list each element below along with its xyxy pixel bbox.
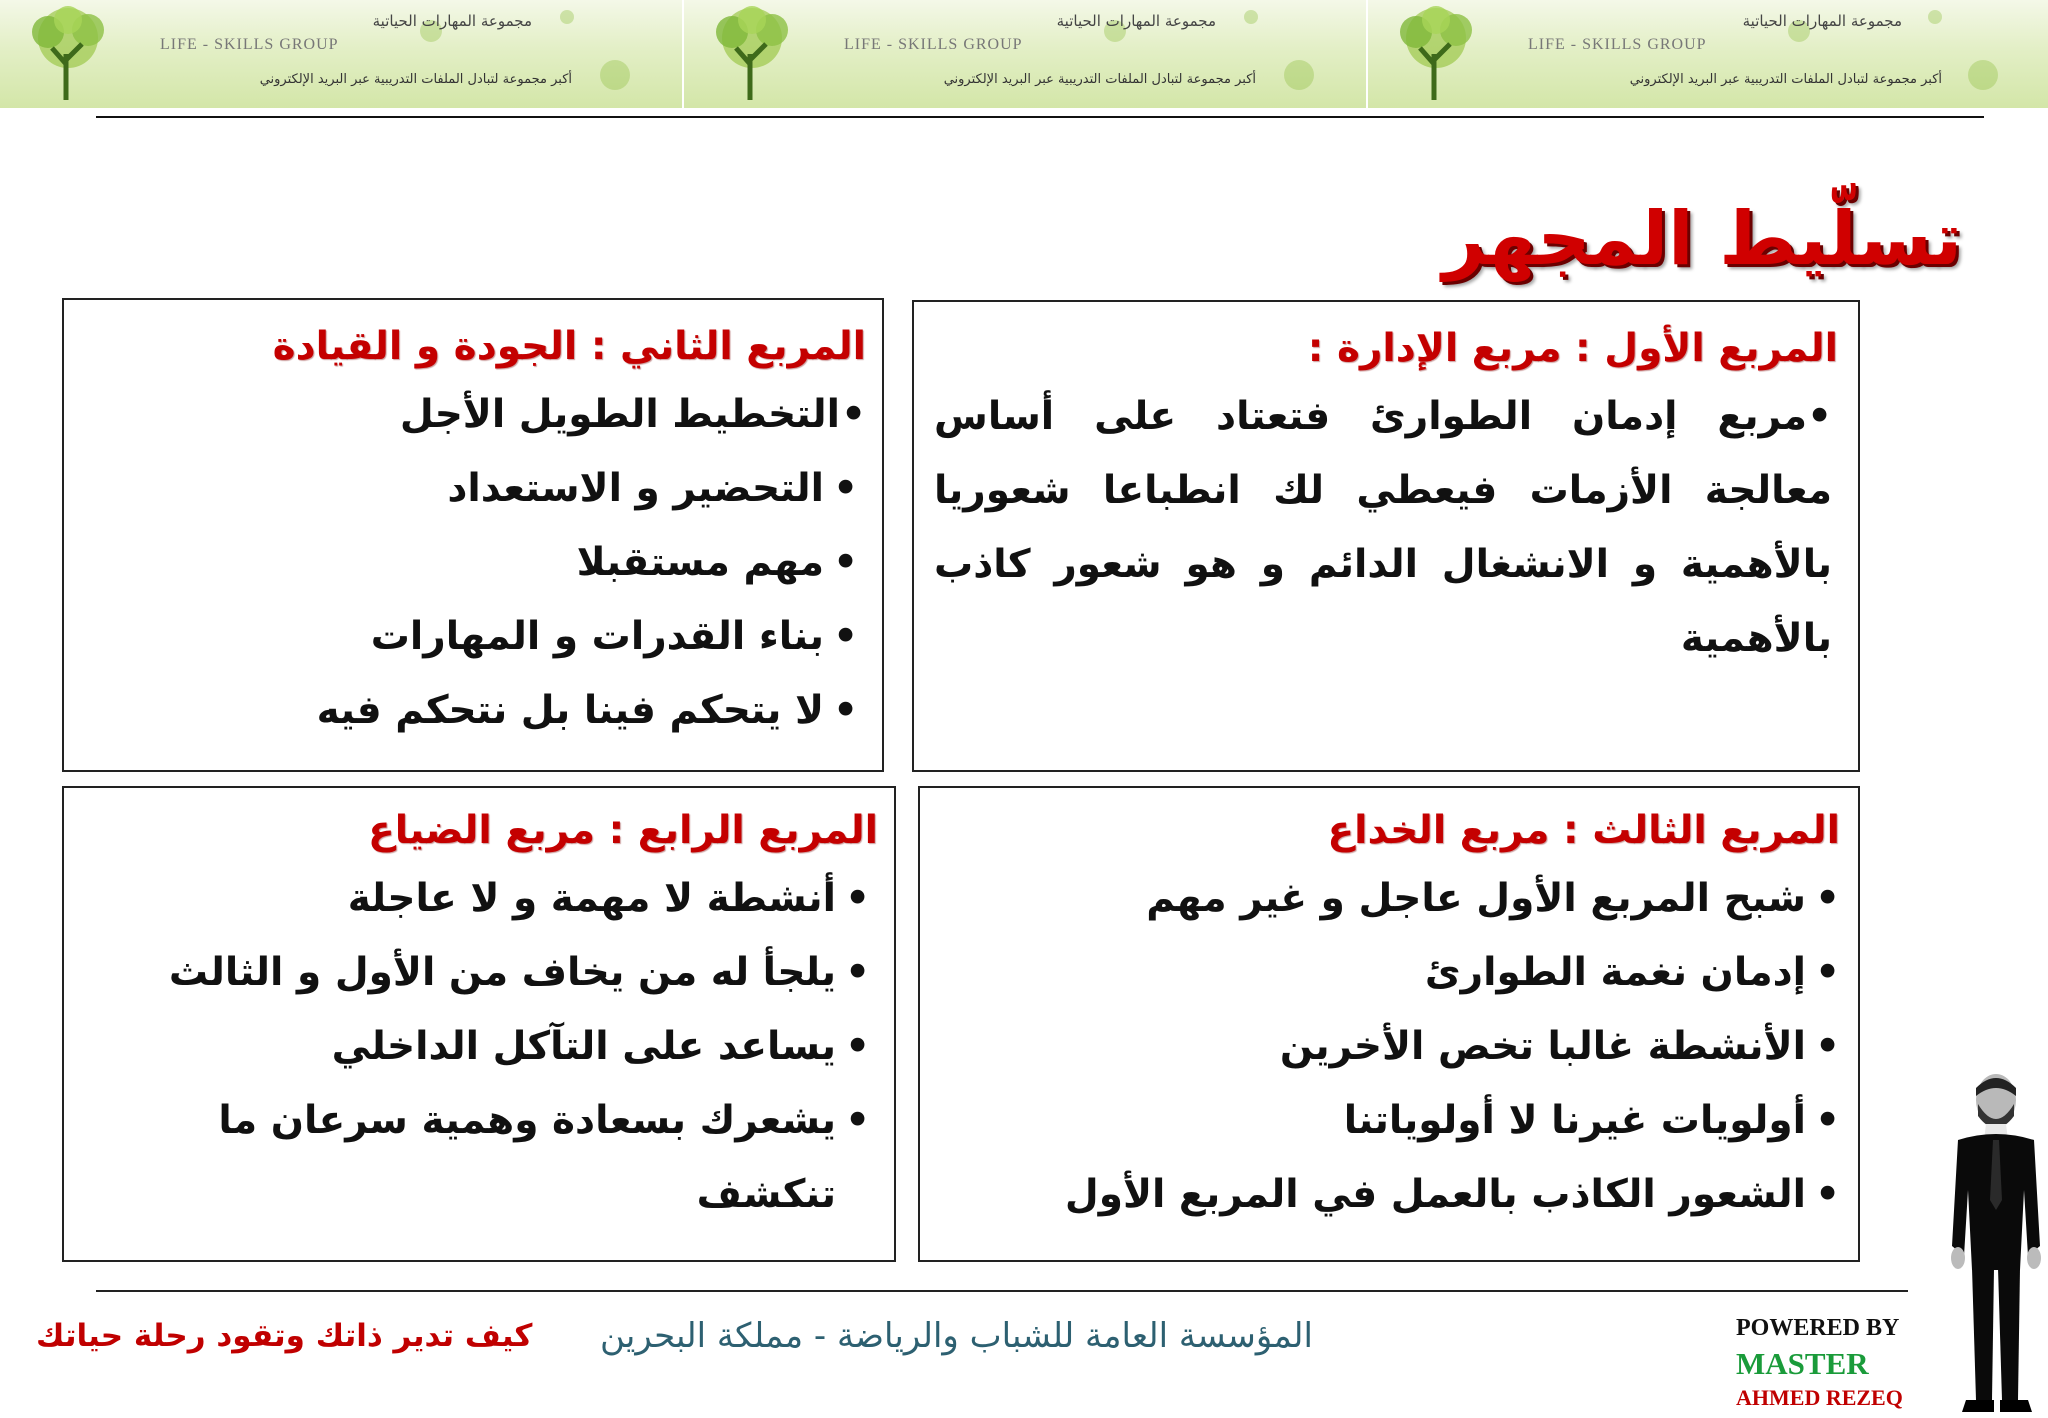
slide-title: تسلّيط المجهر [1442,196,1962,282]
powered-by-block [1736,1316,1903,1409]
presenter-figure-icon [1936,1070,2048,1418]
list-item: • لا يتحكم فينا بل نتحكم فيه [80,674,866,748]
quadrant-first-heading: المربع الأول : مربع الإدارة : [1307,326,1838,371]
quadrant-third-list [938,862,1840,1232]
banner-title-en: LIFE - SKILLS GROUP [160,36,339,53]
banner-tile [684,0,1368,108]
footer-organization: المؤسسة العامة للشباب والرياضة - مملكة البحرين [600,1316,1313,1356]
tree-logo-icon [692,4,812,104]
banner-tile [1368,0,2048,108]
footer-divider [96,1290,1908,1292]
list-item: • التخطيط الطويل الأجل [80,378,866,452]
banner-tile [0,0,684,108]
banner-title-en: LIFE - SKILLS GROUP [844,36,1023,53]
list-item: • يشعرك بسعادة وهمية سرعان ما تنكشف [80,1084,878,1232]
header-divider [96,116,1984,118]
list-item: • أولويات غيرنا لا أولوياتنا [938,1084,1840,1158]
list-item: • يساعد على التآكل الداخلي [80,1010,878,1084]
banner-title-en: LIFE - SKILLS GROUP [1528,36,1707,53]
quadrant-second-list [80,378,866,748]
banner-subtitle: أكبر مجموعة لتبادل الملفات التدريبية عبر البريد الإلكتروني [943,72,1256,87]
banner-title-ar: مجموعة المهارات الحياتية [1056,12,1216,30]
quadrant-second [62,298,884,772]
banner-title-ar: مجموعة المهارات الحياتية [372,12,532,30]
quadrant-fourth-list [80,862,878,1232]
quadrant-third-heading: المربع الثالث : مربع الخداع [1327,808,1840,853]
banner-subtitle: أكبر مجموعة لتبادل الملفات التدريبية عبر البريد الإلكتروني [259,72,572,87]
master-label: MASTER [1736,1346,1869,1381]
quadrant-second-heading: المربع الثاني : الجودة و القيادة [272,324,866,369]
list-item: • يلجأ له من يخاف من الأول و الثالث [80,936,878,1010]
list-item: • شبح المربع الأول عاجل و غير مهم [938,862,1840,936]
quadrant-third [918,786,1860,1262]
banner-subtitle: أكبر مجموعة لتبادل الملفات التدريبية عبر البريد الإلكتروني [1629,72,1942,87]
banner-title-ar: مجموعة المهارات الحياتية [1742,12,1902,30]
list-item: • أنشطة لا مهمة و لا عاجلة [80,862,878,936]
author-name: AHMED REZEQ [1736,1385,1903,1410]
list-item: • الأنشطة غالبا تخص الأخرين [938,1010,1840,1084]
tree-logo-icon [8,4,128,104]
footer-slogan: كيف تدير ذاتك وتقود رحلة حياتك [36,1318,533,1354]
quadrant-fourth-heading: المربع الرابع : مربع الضياع [368,808,878,853]
list-item: • مهم مستقبلا [80,526,866,600]
quadrant-first-body: •مربع إدمان الطوارئ فتعتاد على أساس معالجة الأزمات فيعطي لك انطباعا شعوريا بالأهمية و الانشغال الدائم و هو شعور كاذب بالأهمية [934,394,1832,661]
list-item: • الشعور الكاذب بالعمل في المربع الأول [938,1158,1840,1232]
tree-logo-icon [1376,4,1496,104]
list-item: • التحضير و الاستعداد [80,452,866,526]
list-item: • إدمان نغمة الطوارئ [938,936,1840,1010]
quadrant-first [912,300,1860,772]
list-item: • بناء القدرات و المهارات [80,600,866,674]
powered-by-label: POWERED BY [1736,1315,1900,1341]
header-banner [0,0,2048,108]
quadrant-fourth [62,786,896,1262]
